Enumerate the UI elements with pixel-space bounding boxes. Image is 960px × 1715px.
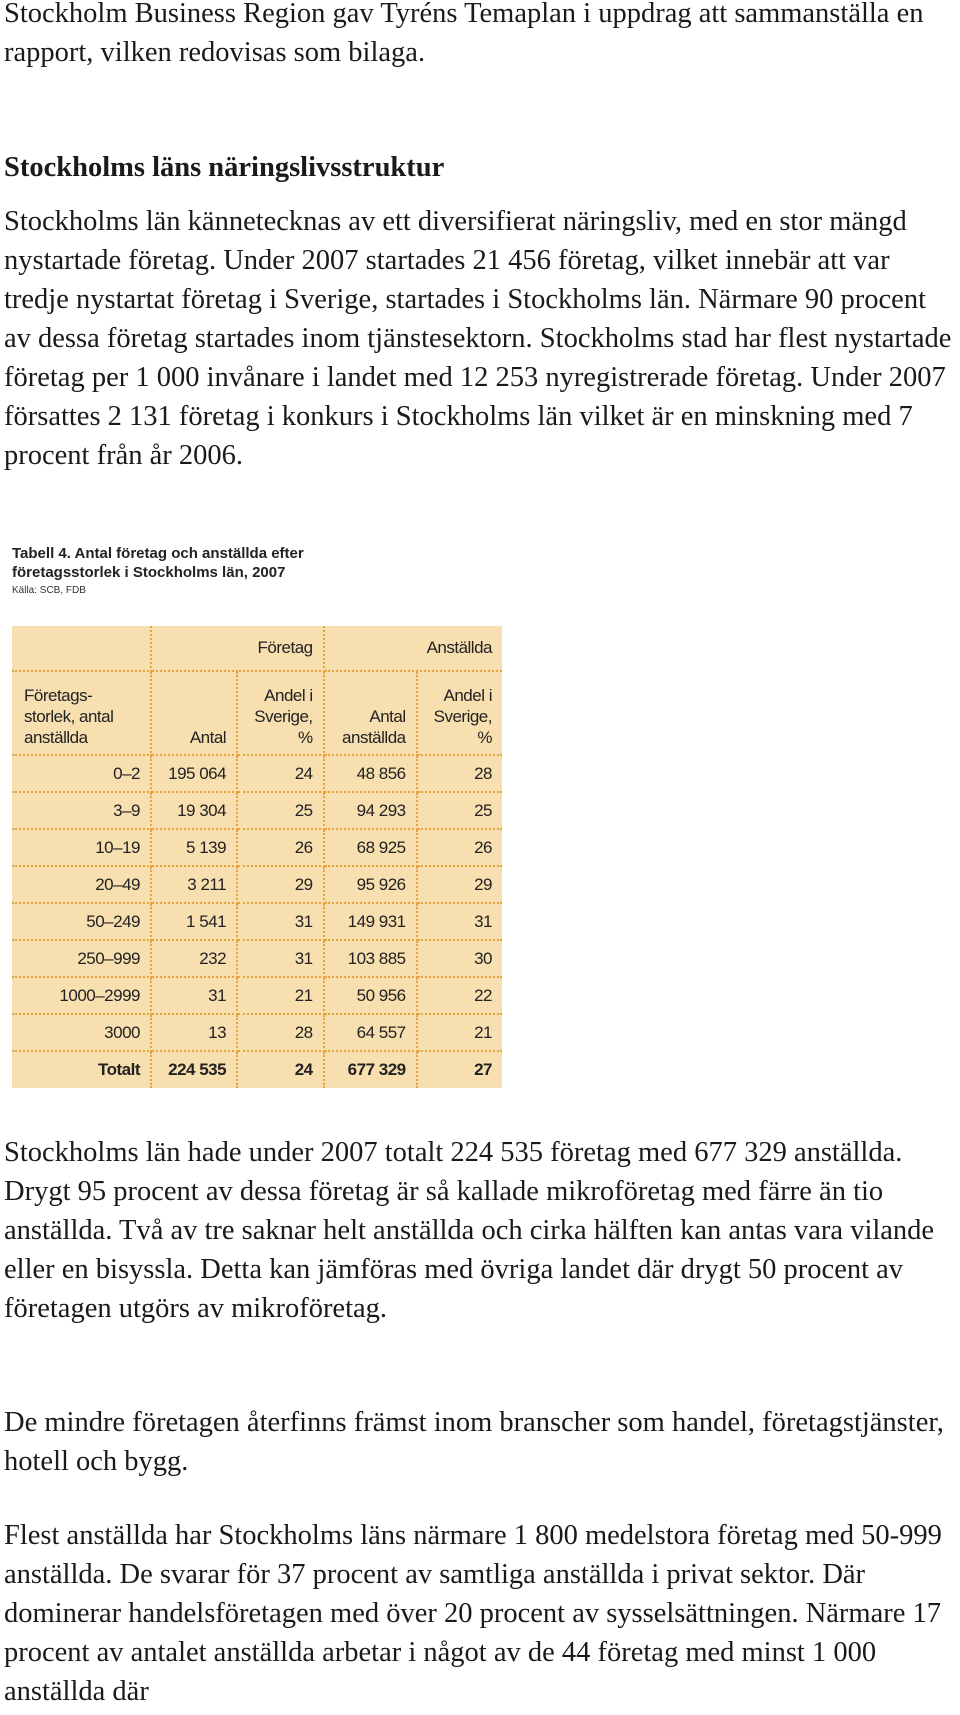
paragraph-mikroforetag: Stockholms län hade under 2007 totalt 224 535 företag med 677 329 anställda. Drygt 95 procent av dessa företag är så kallade mikroföretag med färre än tio anställda. Två av tre saknar helt anställda och cirka hälften kan antas vara vilande eller en bisyssla. Detta kan jämföras med övriga landet där drygt 50 procent av företagen utgörs av mikroföretag. [4, 1137, 935, 1324]
table-group-header-row [12, 626, 502, 671]
table-total-row: Totalt 224 535 24 677 329 27 [12, 1051, 502, 1088]
col-header-andel: Andel i Sverige, % [237, 671, 324, 755]
group-header-anstallda: Anställda [324, 626, 502, 671]
table-row: 3–9 19 304 25 94 293 25 [12, 792, 502, 829]
paragraph-naringsliv: Stockholms län kännetecknas av ett diversifierat näringsliv, med en stor mängd nystartade företag. Under 2007 startades 21 456 företag, vilket innebär att var tredje nystartat företag i Sverige, startades i Stockholms län. Närmare 90 procent av dessa företag startades inom tjänstesektorn. Stockholms stad har flest nystartade företag per 1 000 invånare i landet med 12 253 nyregistrerade företag. Under 2007 försattes 2 131 företag i konkurs i Stockholms län vilket är en minskning med 7 procent från år 2006. [4, 206, 952, 471]
paragraph-branscher: De mindre företagen återfinns främst inom branscher som handel, företagstjänster, hotell och bygg. [4, 1407, 944, 1477]
table-title-line1: Tabell 4. Antal företag och anställda efter [12, 545, 304, 562]
table-row: 20–49 3 211 29 95 926 29 [12, 866, 502, 903]
col-header-antal: Antal [151, 671, 237, 755]
table-title [12, 544, 502, 582]
col-header-andel-anstallda: Andel i Sverige, % [417, 671, 502, 755]
table-row: 250–999 232 31 103 885 30 [12, 940, 502, 977]
table-row: 3000 13 28 64 557 21 [12, 1014, 502, 1051]
table-row: 0–2 195 064 24 48 856 28 [12, 755, 502, 792]
table-row: 1000–2999 31 21 50 956 22 [12, 977, 502, 1014]
table-title-line2: företagsstorlek i Stockholms län, 2007 [12, 564, 286, 581]
table-row: 50–249 1 541 31 149 931 31 [12, 903, 502, 940]
table-row: 10–19 5 139 26 68 925 26 [12, 829, 502, 866]
section-heading: Stockholms läns näringslivsstruktur [4, 152, 445, 183]
table-source: Källa: SCB, FDB [12, 585, 86, 596]
company-size-table [12, 626, 502, 1088]
col-header-size: Företags- storlek, antal anställda [12, 671, 151, 755]
intro-paragraph: Stockholm Business Region gav Tyréns Temaplan i uppdrag att sammanställa en rapport, vilken redovisas som bilaga. [4, 0, 924, 68]
paragraph-medelstora: Flest anställda har Stockholms läns närmare 1 800 medelstora företag med 50-999 anställda. De svarar för 37 procent av samtliga anställda i privat sektor. Där dominerar handelsföretagen med över 20 procent av sysselsättningen. Närmare 17 procent av antalet anställda arbetar i något av de 44 företag med minst 1 000 anställda där [4, 1520, 942, 1707]
group-header-foretag: Företag [151, 626, 324, 671]
col-header-antal-anstallda: Antal anställda [324, 671, 417, 755]
table-column-header-row [12, 671, 502, 755]
table-figure [12, 544, 502, 1079]
